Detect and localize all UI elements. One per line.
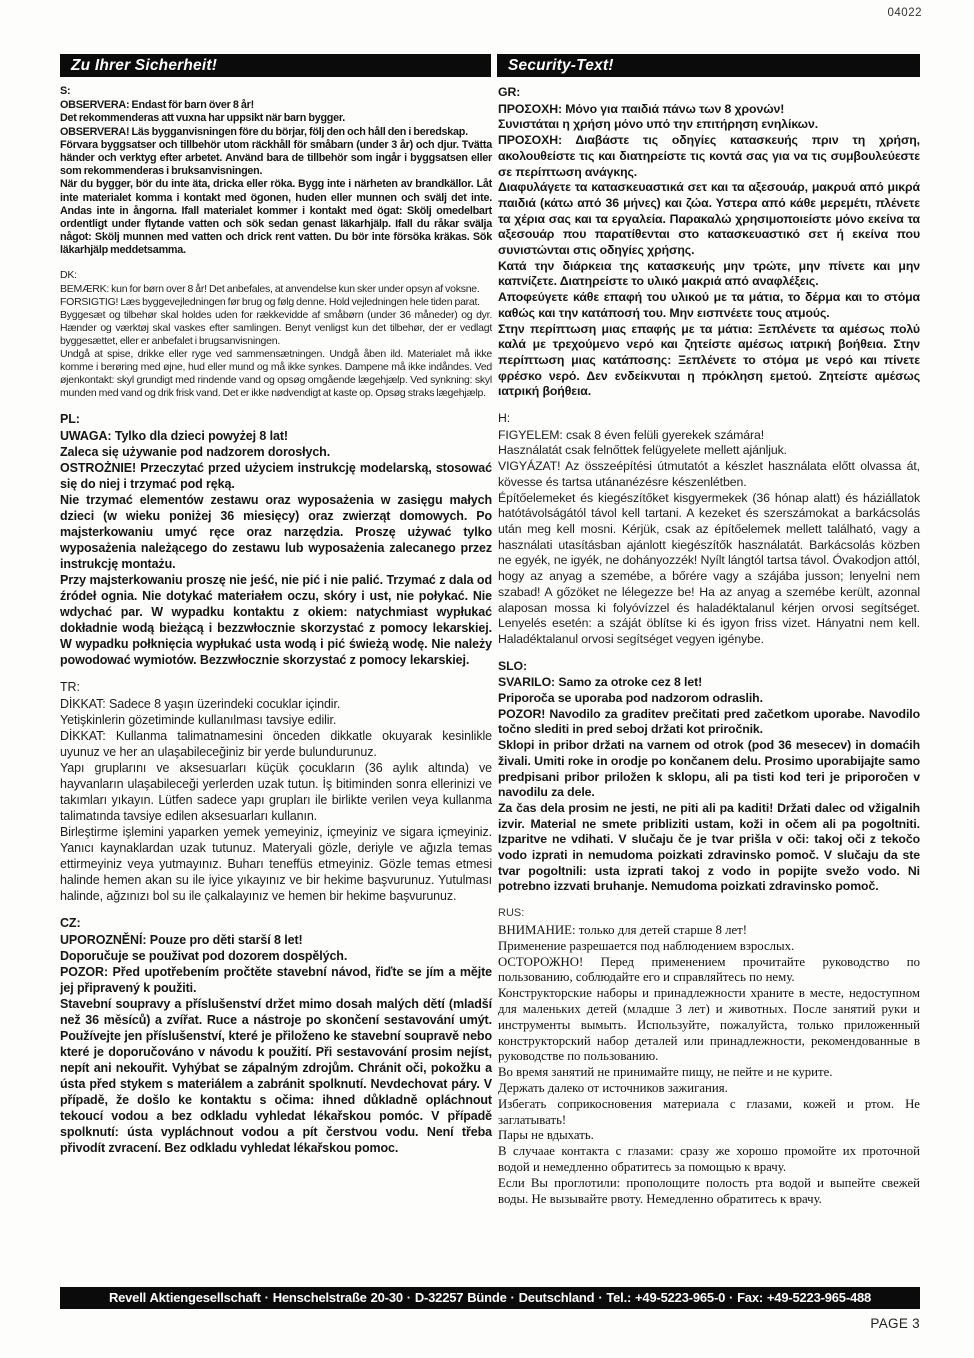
safety-paragraph: Συνιστάται η χρήση μόνο υπό την επιτήρηση ενηλίκων.: [498, 117, 819, 132]
safety-paragraph: Если Вы проглотили: прополощите полость рта водой и выпейте свежей воды. Не вызывайте рвоту. Немедленно обратитесь к врачу.: [498, 1175, 920, 1206]
safety-paragraph: SVARILO: Samo za otroke cez 8 let!: [498, 675, 703, 690]
safety-paragraph: ΠΡΟΣΟΧΗ: Μόνο για παιδιά πάνω των 8 χρονών!: [498, 101, 785, 116]
safety-paragraph: Birleştirme işlemini yaparken yemek yemeyiniz, içmeyiniz ve sigara içmeyiniz. Yanıcı kaynaklardan uzak tutunuz. Materyali gözle, deriyle ve ağızla temas ettirmeyiniz veya yutmayınız. Buharı teneffüs etmeyiniz. Gözle temas etmesi halinde hemen akan su ile iyice yıkayınız ve bir hekime başvurunuz. Yutulması halinde, ağzınızı bol su ile çalkalayınız ve hemen bir hekime başvurunuz.: [60, 824, 492, 903]
safety-paragraph: Építőelemeket és kiegészítőket kisgyermekek (36 hónap alatt) és háziállatok hatótávolságától távol kell tartani. A kezeket és szerszámokat a barkácsolás után meg kell mosni. Kérjük, csak az építőelemek mellett található, vagy a használati utasításban ajánlott kiegészítők használatát. Barkácsolás közben ne egyék, ne igyék, ne dohányozzék! Nyílt lángtól tartsa távol. Óvakodjon attól, hogy az anyag a szemébe, a bőrére vagy a szájába jusson; lenyelni nem szabad! A gőzöket ne lélegezze be! Ha az anyag a szemébe került, azonnal alaposan mossa ki folyóvízzel és haladéktalanul kérjen orvosi segítséget. Lenyelés esetén: a száját öblítse ki és igyon friss vizet. Hányatni nem kell. Haladéktalanul orvosi segítséget vegyen igénybe.: [498, 490, 920, 646]
safety-paragraph: OSTROŻNIE! Przeczytać przed użyciem instrukcję modelarską, stosować się do niej i trzymać pod ręką.: [60, 460, 492, 491]
safety-paragraph: Αποφεύγετε κάθε επαφή του υλικού με τα μάτια, το δέρμα και το στόμα καθώς και την κατάποσή του. Μην εισπνέετε τους ατμούς.: [498, 290, 920, 320]
language-section-slo: [498, 659, 920, 896]
safety-paragraph: Διαφυλάγετε τα κατασκευαστικά σετ και τα αξεσουάρ, μακρυά από μικρά παιδιά (κάτω από 36 μήνες) και ζώα. Υστερα από κάθε μερεμέτι, πλένετε τα χέρια σας και τα εργαλεία. Παρακαλώ χρησιμοποιείστε μόνο εκείνα τα αξεσουάρ που παρατίθενται στο κατασκευαστικό σετ ή εκείνα που συνιστώνται στις οδηγίες χρήσης.: [498, 180, 920, 258]
document-number: 04022: [887, 7, 922, 19]
language-section-rus: [498, 906, 920, 1207]
safety-paragraph: Det rekommenderas att vuxna har uppsikt när barn bygger.: [60, 112, 346, 125]
safety-paragraph: Za čas dela prosim ne jesti, ne piti ali pa kaditi! Držati dalec od vžigalnih izvir. Material ne smete pribliziti ustam, koži in očem ali pa pogoltniti. Izparitve ne vdihati. V slučaju če je tvar prišla v oči: takoj oči z tekočo vodo izprati in nemudoma poizkati zdravinsko pomoč. V slučaju da ste tvar pogoltnili: usta izprati takoj z vodo in popijte svežo vodo. Ni potrebno izzvati bruhanje. Nemudoma poizkati zdravinsko pomoč.: [498, 800, 920, 894]
safety-paragraph: Nie trzymać elementów zestawu oraz wyposażenia w zasięgu małych dzieci (w wieku poniżej 36 miesięcy) oraz zwierząt domowych. Po majsterkowaniu umyć ręce oraz narzędzia. Proszę używać tylko wyposażenia należącego do zestawu lub wyposażenia zalecanego przez instrukcję montażu.: [60, 492, 492, 571]
safety-paragraph: Használatát csak felnőttek felügyelete mellett ajánljuk.: [498, 443, 788, 458]
safety-header-german: Zu Ihrer Sicherheit!: [60, 54, 491, 77]
language-section-dk: [60, 269, 492, 400]
language-section-gr: [498, 85, 920, 400]
manufacturer-address-bar: Revell Aktiengesellschaft · Henschelstraße 20-30 · D-32257 Bünde · Deutschland · Tel.: +49-5223-965-0 · Fax: +49-5223-965-488: [60, 1287, 920, 1309]
safety-paragraph: ΠΡΟΣΟΧΗ: Διαβάστε τις οδηγίες κατασκευής πριν τη χρήση, ακολουθείστε τις και διατηρείστε τις κοντά σας για να τις συμβουλεύεστε σε περίπτωση ανάγκης.: [498, 133, 920, 179]
safety-paragraph: POZOR! Navodilo za graditev prečitati pred začetkom uporabe. Navodilo točno slediti in pred seboj držati kot priročnik.: [498, 706, 920, 737]
language-code-label: S:: [60, 85, 71, 97]
safety-paragraph: VIGYÁZAT! Az összeépítési útmutatót a készlet használata előtt olvassa át, kövesse és tartsa utánanézésre készenlétben.: [498, 459, 920, 489]
safety-paragraph: Zaleca się używanie pod nadzorem dorosłych.: [60, 444, 331, 459]
safety-paragraph: Undgå at spise, drikke eller ryge ved sammensætningen. Undgå åben ild. Materialet må ikke komme i berøring med øjne, hud eller mund og må ikke synkes. Dampene må ikke indåndes. Ved øjenkontakt: skyl grundigt med rindende vand og opsøg omgående lægehjælp. Ved synkning: skyl munden med vand og drik frisk vand. Det er ikke nødvendigt at kaste op. Opsøg straks lægehjælp.: [60, 347, 492, 399]
safety-paragraph: Byggesæt og tilbehør skal holdes uden for rækkevidde af småbørn (under 36 måneder) og dyr. Hænder og værktøj skal vaskes efter samlingen. Benyt venligst kun det tilbehør, der er vedlagt byggesættet, eller er anbefalet i brugsanvisningen.: [60, 308, 492, 347]
safety-paragraph: ОСТОРОЖНО! Перед применением прочитайте руководство по пользованию, соблюдайте его и справляйтесь по нему.: [498, 954, 920, 985]
safety-paragraph: OBSERVERA! Läs bygganvisningen före du börjar, följ den och håll den i beredskap.: [60, 125, 468, 138]
safety-paragraph: Στην περίπτωση μιας επαφής με τα μάτια: Ξεπλένετε τα αμέσως πολύ καλά με τρεχούμενο νερό και ζητείστε αμέσως ιατρική βοήθεια. Στην περίπτωση μιας κατάποσης: Ξεπλένετε το στόμα με νερό και πίνετε φρέσκο νερό. Δεν ενδείκνυται η πρόκληση εμετού. Ζητείστε αμέσως ιατρική βοήθεια.: [498, 321, 920, 399]
language-code-label: H:: [498, 411, 511, 426]
safety-paragraph: DİKKAT: Kullanma talimatnamesini önceden dikkatle okuyarak kesinlikle uyunuz ve her an ulaşabileceğiniz bir yerde bulundurunuz.: [60, 728, 492, 759]
safety-header-english: Security-Text!: [497, 54, 920, 77]
language-section-cz: [60, 915, 492, 1156]
safety-paragraph: ВНИМАНИЕ: только для детей старше 8 лет!: [498, 922, 747, 937]
safety-paragraph: Przy majsterkowaniu proszę nie jeść, nie pić i nie palić. Trzymać z dala od źródeł ognia. Nie dotykać materiałem oczu, skóry i ust, nie połykać. Nie wdychać par. W wypadku kontaktu z okiem: natychmiast wypłukać dokładnie wodą bieżącą i bezzwłocznie skorzystać z pomocy lekarskiej. W wypadku połknięcia wypłukać usta wodą i pić świeżą wodę. Nie należy powodować wymiotów. Bezzwłocznie skorzystać z pomocy lekarskiej.: [60, 572, 492, 667]
right-text-column: [498, 85, 920, 1218]
safety-paragraph: Doporučuje se použivat pod dozorem dospělých.: [60, 948, 348, 963]
safety-paragraph: BEMÆRK: kun for børn over 8 år! Det anbefales, at anvendelse kun sker under opsyn af voksne.: [60, 282, 480, 295]
safety-paragraph: Держать далеко от источников зажигания.: [498, 1080, 728, 1095]
safety-paragraph: В случаае контакта с глазами: сразу же хорошо промойте их проточной водой и немедленно обратитесь за помощью к врачу.: [498, 1144, 920, 1174]
safety-paragraph: Пары не вдыхать.: [498, 1128, 594, 1143]
language-code-label: DK:: [60, 268, 77, 281]
safety-paragraph: Избегать соприкосновения материала с глазами, кожей и ртом. Не заглатывать!: [498, 1096, 920, 1127]
language-section-h: [498, 411, 920, 648]
safety-paragraph: UWAGA: Tylko dla dzieci powyżej 8 lat!: [60, 428, 288, 443]
language-code-label: SLO:: [498, 658, 527, 673]
language-code-label: PL:: [60, 411, 80, 426]
safety-paragraph: POZOR: Před upotřebením pročtěte stavební návod, řiďte se jím a mějte jej připravený k použiti.: [60, 964, 492, 995]
safety-paragraph: Конструкторские наборы и принадлежности храните в месте, недоступном для маленьких детей (младше 3 лет) и животных. После занятий руки и инструменты вымыть. Используйте, пожалуйста, только приложенный конструкторский набор деталей или принадлежности, рекомендованные в руководстве по пользованию.: [498, 986, 920, 1064]
safety-paragraph: När du bygger, bör du inte äta, dricka eller röka. Bygg inte i närheten av brandkällor. Låt inte materialet komma i kontakt med ögonen, huden eller munnen och svälj det inte. Andas inte in ångorna. Ifall materialet kommer i kontakt med ögat: Skölj omedelbart ordentligt under flytande vatten och sök sedan genast läkarhjälp. Ifall du råkar svälja något: Skölj munnen med vatten och drick rent vatten. Du bör inte försöka kräkas. Sök läkarhjälp meddetsamma.: [60, 178, 492, 257]
page-number: PAGE 3: [870, 1316, 920, 1331]
safety-paragraph: DİKKAT: Sadece 8 yaşın üzerindeki cocuklar içindir.: [60, 696, 341, 711]
safety-paragraph: Yapı gruplarını ve aksesuarları küçük çocukların (36 aylık altında) ve hayvanların ulaşabileceği yerlerden uzak tutun. İş bitiminden sonra ellerinizi ve takımları yıkayın. Lütfen sadece yapı grupları ile birlikte verilen veya kullanma talimatında tavsiye edilen aksesuarları kullanın.: [60, 760, 492, 823]
language-code-label: TR:: [60, 679, 80, 694]
safety-paragraph: Во время занятий не принимайте пищу, не пейте и не курите.: [498, 1065, 833, 1080]
safety-paragraph: FORSIGTIG! Læs byggevejledningen før brug og følg denne. Hold vejledningen hele tiden parat.: [60, 295, 480, 308]
safety-paragraph: OBSERVERA: Endast för barn över 8 år!: [60, 99, 254, 112]
safety-paragraph: Förvara byggsatser och tillbehör utom räckhåll för småbarn (under 3 år) och djur. Tvätta händer och verktyg efter arbetet. Använd bara de tillbehör som ingår i byggsatsen eller som rekommenderas i bruksanvisningen.: [60, 138, 492, 178]
safety-paragraph: Sklopi in pribor držati na varnem od otrok (pod 36 mesecev) in domaćih živali. Umiti roke in orodje po končanem delu. Prosimo uporabijajte samo predpisani pribor priložen k sklopu, ali pa tisti kod teri je priporočen v navodilu za dele.: [498, 738, 920, 800]
language-section-tr: [60, 679, 492, 904]
safety-paragraph: Применение разрешается под наблюдением взрослых.: [498, 938, 795, 953]
language-section-pl: [60, 411, 492, 668]
safety-paragraph: FIGYELEM: csak 8 éven felüli gyerekek számára!: [498, 427, 765, 442]
language-code-label: RUS:: [498, 907, 525, 920]
safety-paragraph: UPOROZNĚNÍ: Pouze pro děti starší 8 let!: [60, 932, 303, 947]
language-code-label: CZ:: [60, 915, 81, 930]
safety-paragraph: Κατά την διάρκεια της κατασκευής μην τρώτε, μην πίνετε και μην καπνίζετε. Διατηρείστε το υλικό μακριά από αναφλέξεις.: [498, 258, 920, 289]
left-text-column: [60, 85, 492, 1167]
safety-paragraph: Yetişkinlerin gözetiminde kullanılması tavsiye edilir.: [60, 712, 337, 727]
safety-paragraph: Stavební soupravy a příslušenství držet mimo dosah malých dětí (mladší než 36 měsíců) a zvířat. Ruce a nástroje po skončení sestavování umýt. Používejte jen příslušenství, které je přiloženo ke stavební soupravě nebo které je doporučováno v návodu k použití. Při sestavování prosim nejíst, nepít ani nekouřit. Vyhýbat se zápalným zdrojům. Chránit oči, pokožku a ústa před stykem s materiálem a zabránit spolknutí. Nevdechovat páry. V případě, že došlo ke kontaktu s očima: ihned důkladně opláchnout tekoucí vodou a bez odkladu vyhledat lékařskou pomóc. V případě spolknutí: ústa vypláchnout vodou a pít čerstvou vodu. Není třeba přivodít zvracení. Bez odkladu vyhledat lékařskou pomoc.: [60, 996, 492, 1155]
language-section-s: [60, 85, 492, 258]
safety-paragraph: Priporoča se uporaba pod nadzorom odraslih.: [498, 691, 763, 706]
language-code-label: GR:: [498, 85, 521, 99]
